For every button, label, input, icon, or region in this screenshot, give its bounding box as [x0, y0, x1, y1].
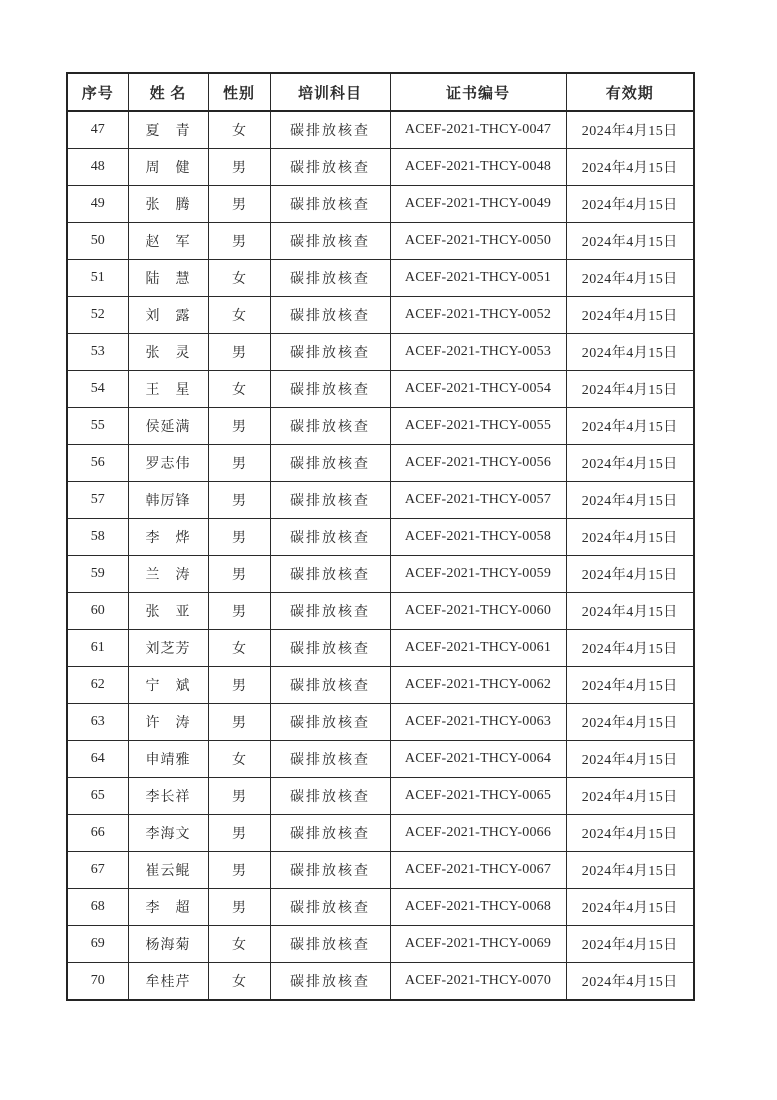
cell-cert_no: ACEF-2021-THCY-0053	[390, 334, 566, 371]
cell-subject: 碳排放核查	[270, 889, 390, 926]
table-header-row	[67, 73, 694, 111]
cell-name: 韩厉锋	[128, 482, 208, 519]
cell-index: 48	[67, 149, 128, 186]
cell-subject: 碳排放核查	[270, 260, 390, 297]
cell-gender: 男	[208, 186, 270, 223]
cell-validity: 2024年4月15日	[566, 963, 694, 1001]
cell-gender: 男	[208, 519, 270, 556]
table-row	[67, 260, 694, 297]
cell-subject: 碳排放核查	[270, 223, 390, 260]
cell-gender: 男	[208, 704, 270, 741]
cell-cert_no: ACEF-2021-THCY-0047	[390, 111, 566, 149]
cell-validity: 2024年4月15日	[566, 741, 694, 778]
cell-name: 周 健	[128, 149, 208, 186]
cell-validity: 2024年4月15日	[566, 519, 694, 556]
cell-subject: 碳排放核查	[270, 111, 390, 149]
table-row	[67, 556, 694, 593]
cell-name: 许 涛	[128, 704, 208, 741]
cell-cert_no: ACEF-2021-THCY-0051	[390, 260, 566, 297]
table-row	[67, 704, 694, 741]
cell-gender: 男	[208, 852, 270, 889]
cell-gender: 男	[208, 408, 270, 445]
cell-validity: 2024年4月15日	[566, 630, 694, 667]
table-row	[67, 186, 694, 223]
cell-validity: 2024年4月15日	[566, 445, 694, 482]
cell-gender: 男	[208, 593, 270, 630]
cell-validity: 2024年4月15日	[566, 926, 694, 963]
cell-name: 侯延满	[128, 408, 208, 445]
cell-index: 63	[67, 704, 128, 741]
cell-subject: 碳排放核查	[270, 926, 390, 963]
cell-name: 李海文	[128, 815, 208, 852]
cell-name: 赵 军	[128, 223, 208, 260]
cell-validity: 2024年4月15日	[566, 260, 694, 297]
cell-cert_no: ACEF-2021-THCY-0059	[390, 556, 566, 593]
cell-subject: 碳排放核查	[270, 704, 390, 741]
cell-name: 陆 慧	[128, 260, 208, 297]
cell-index: 56	[67, 445, 128, 482]
cell-cert_no: ACEF-2021-THCY-0057	[390, 482, 566, 519]
table-row	[67, 149, 694, 186]
cell-cert_no: ACEF-2021-THCY-0052	[390, 297, 566, 334]
cell-subject: 碳排放核查	[270, 667, 390, 704]
cell-validity: 2024年4月15日	[566, 111, 694, 149]
cell-index: 51	[67, 260, 128, 297]
cell-subject: 碳排放核查	[270, 593, 390, 630]
cell-gender: 男	[208, 556, 270, 593]
cell-subject: 碳排放核查	[270, 963, 390, 1001]
cell-cert_no: ACEF-2021-THCY-0048	[390, 149, 566, 186]
cell-subject: 碳排放核查	[270, 149, 390, 186]
cell-name: 牟桂芹	[128, 963, 208, 1001]
cell-validity: 2024年4月15日	[566, 704, 694, 741]
cell-validity: 2024年4月15日	[566, 334, 694, 371]
cell-cert_no: ACEF-2021-THCY-0068	[390, 889, 566, 926]
table-row	[67, 445, 694, 482]
cell-validity: 2024年4月15日	[566, 556, 694, 593]
cell-cert_no: ACEF-2021-THCY-0062	[390, 667, 566, 704]
cell-name: 夏 青	[128, 111, 208, 149]
cell-subject: 碳排放核查	[270, 852, 390, 889]
cell-validity: 2024年4月15日	[566, 815, 694, 852]
cell-gender: 男	[208, 778, 270, 815]
table-row	[67, 889, 694, 926]
cell-subject: 碳排放核查	[270, 408, 390, 445]
cell-subject: 碳排放核查	[270, 556, 390, 593]
cell-cert_no: ACEF-2021-THCY-0061	[390, 630, 566, 667]
cell-name: 李 超	[128, 889, 208, 926]
col-header-validity: 有效期	[566, 73, 694, 111]
col-header-name: 姓 名	[128, 73, 208, 111]
cell-subject: 碳排放核查	[270, 297, 390, 334]
cell-index: 60	[67, 593, 128, 630]
cell-gender: 女	[208, 371, 270, 408]
cell-gender: 男	[208, 889, 270, 926]
cell-validity: 2024年4月15日	[566, 667, 694, 704]
cell-index: 67	[67, 852, 128, 889]
table-row	[67, 223, 694, 260]
col-header-subject: 培训科目	[270, 73, 390, 111]
cell-gender: 女	[208, 963, 270, 1001]
cell-name: 宁 斌	[128, 667, 208, 704]
cell-gender: 男	[208, 334, 270, 371]
cell-index: 58	[67, 519, 128, 556]
cell-index: 47	[67, 111, 128, 149]
cell-index: 53	[67, 334, 128, 371]
cell-cert_no: ACEF-2021-THCY-0070	[390, 963, 566, 1001]
cell-index: 66	[67, 815, 128, 852]
table-row	[67, 926, 694, 963]
cell-index: 52	[67, 297, 128, 334]
table-row	[67, 334, 694, 371]
cell-name: 李 烨	[128, 519, 208, 556]
cell-name: 刘芝芳	[128, 630, 208, 667]
certificate-table	[66, 72, 695, 1001]
cell-validity: 2024年4月15日	[566, 223, 694, 260]
cell-gender: 女	[208, 926, 270, 963]
cell-name: 刘 露	[128, 297, 208, 334]
cell-index: 55	[67, 408, 128, 445]
cell-cert_no: ACEF-2021-THCY-0065	[390, 778, 566, 815]
cell-validity: 2024年4月15日	[566, 778, 694, 815]
table-row	[67, 630, 694, 667]
cell-index: 57	[67, 482, 128, 519]
col-header-index: 序号	[67, 73, 128, 111]
cell-validity: 2024年4月15日	[566, 149, 694, 186]
cell-index: 68	[67, 889, 128, 926]
cell-subject: 碳排放核查	[270, 778, 390, 815]
cell-subject: 碳排放核查	[270, 186, 390, 223]
cell-index: 49	[67, 186, 128, 223]
cell-validity: 2024年4月15日	[566, 371, 694, 408]
table-row	[67, 111, 694, 149]
table-row	[67, 778, 694, 815]
cell-subject: 碳排放核查	[270, 519, 390, 556]
table-row	[67, 408, 694, 445]
cell-subject: 碳排放核查	[270, 371, 390, 408]
cell-gender: 男	[208, 445, 270, 482]
cell-name: 罗志伟	[128, 445, 208, 482]
cell-gender: 男	[208, 223, 270, 260]
cell-subject: 碳排放核查	[270, 630, 390, 667]
table-row	[67, 963, 694, 1001]
cell-name: 申靖雅	[128, 741, 208, 778]
cell-name: 王 星	[128, 371, 208, 408]
cell-subject: 碳排放核查	[270, 482, 390, 519]
cell-cert_no: ACEF-2021-THCY-0050	[390, 223, 566, 260]
cell-subject: 碳排放核查	[270, 445, 390, 482]
cell-gender: 男	[208, 482, 270, 519]
cell-validity: 2024年4月15日	[566, 482, 694, 519]
cell-cert_no: ACEF-2021-THCY-0056	[390, 445, 566, 482]
cell-gender: 女	[208, 260, 270, 297]
cell-cert_no: ACEF-2021-THCY-0069	[390, 926, 566, 963]
cell-index: 50	[67, 223, 128, 260]
table-row	[67, 741, 694, 778]
cell-index: 65	[67, 778, 128, 815]
cell-gender: 女	[208, 741, 270, 778]
cell-name: 张 腾	[128, 186, 208, 223]
cell-validity: 2024年4月15日	[566, 408, 694, 445]
cell-cert_no: ACEF-2021-THCY-0058	[390, 519, 566, 556]
cell-gender: 男	[208, 149, 270, 186]
cell-cert_no: ACEF-2021-THCY-0066	[390, 815, 566, 852]
cell-name: 李长祥	[128, 778, 208, 815]
table-row	[67, 371, 694, 408]
table-row	[67, 593, 694, 630]
cell-name: 张 灵	[128, 334, 208, 371]
cell-cert_no: ACEF-2021-THCY-0067	[390, 852, 566, 889]
table-row	[67, 297, 694, 334]
cell-validity: 2024年4月15日	[566, 593, 694, 630]
cell-gender: 女	[208, 630, 270, 667]
cell-cert_no: ACEF-2021-THCY-0063	[390, 704, 566, 741]
cell-validity: 2024年4月15日	[566, 297, 694, 334]
cell-validity: 2024年4月15日	[566, 889, 694, 926]
table-row	[67, 852, 694, 889]
cell-index: 54	[67, 371, 128, 408]
cell-index: 70	[67, 963, 128, 1001]
cell-gender: 男	[208, 815, 270, 852]
cell-cert_no: ACEF-2021-THCY-0054	[390, 371, 566, 408]
cell-name: 张 亚	[128, 593, 208, 630]
table-row	[67, 519, 694, 556]
cell-name: 崔云鲲	[128, 852, 208, 889]
cell-gender: 女	[208, 111, 270, 149]
col-header-gender: 性别	[208, 73, 270, 111]
cell-subject: 碳排放核查	[270, 815, 390, 852]
cell-name: 兰 涛	[128, 556, 208, 593]
cell-name: 杨海菊	[128, 926, 208, 963]
cell-index: 69	[67, 926, 128, 963]
cell-gender: 女	[208, 297, 270, 334]
cell-cert_no: ACEF-2021-THCY-0060	[390, 593, 566, 630]
cell-index: 59	[67, 556, 128, 593]
cell-cert_no: ACEF-2021-THCY-0055	[390, 408, 566, 445]
cell-gender: 男	[208, 667, 270, 704]
cell-index: 64	[67, 741, 128, 778]
cell-cert_no: ACEF-2021-THCY-0049	[390, 186, 566, 223]
table-row	[67, 482, 694, 519]
cell-validity: 2024年4月15日	[566, 186, 694, 223]
cell-validity: 2024年4月15日	[566, 852, 694, 889]
col-header-cert-no: 证书编号	[390, 73, 566, 111]
cell-index: 62	[67, 667, 128, 704]
cell-subject: 碳排放核查	[270, 741, 390, 778]
cell-subject: 碳排放核查	[270, 334, 390, 371]
table-row	[67, 815, 694, 852]
table-row	[67, 667, 694, 704]
cell-index: 61	[67, 630, 128, 667]
cell-cert_no: ACEF-2021-THCY-0064	[390, 741, 566, 778]
